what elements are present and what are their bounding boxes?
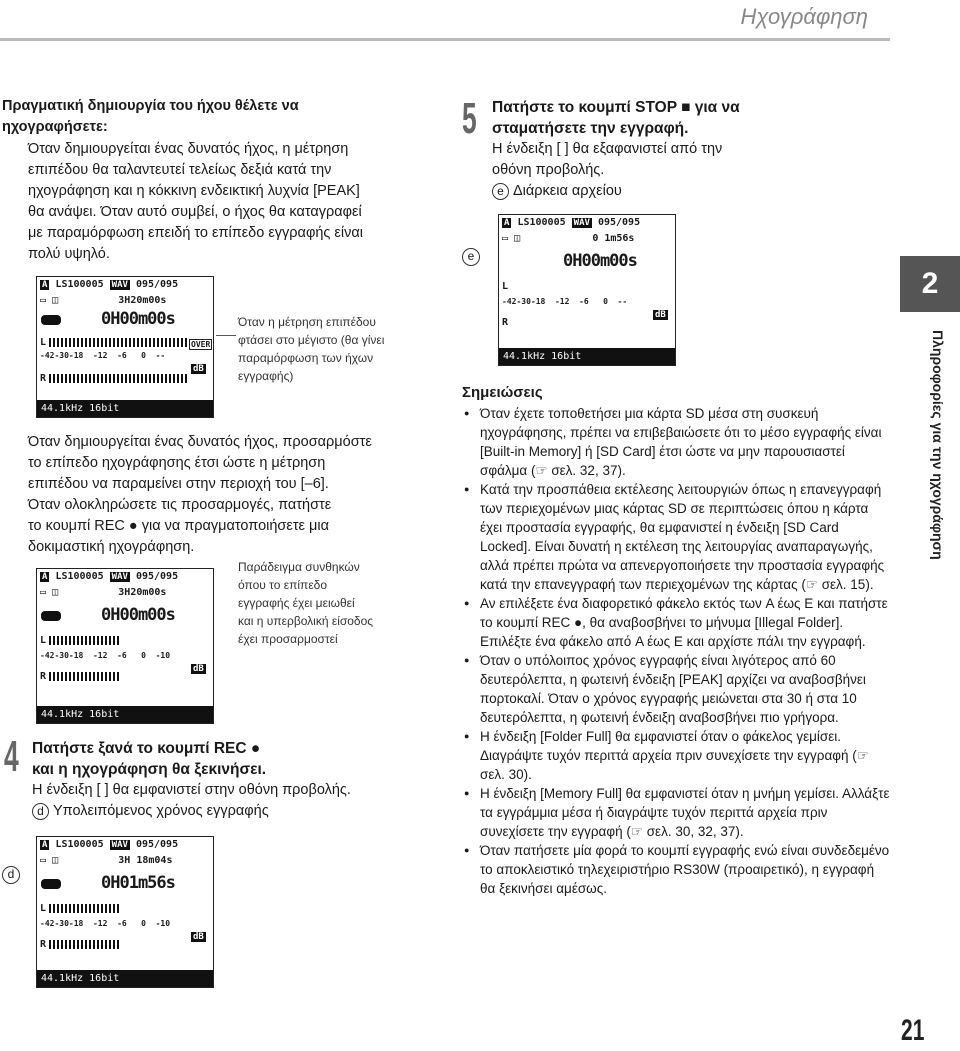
- folder-icon: A: [504, 218, 510, 228]
- step-number: 5: [462, 94, 477, 143]
- intro-line: ηχογράφηση και η κόκκινη ενδεικτική λυχνία [PEAK]: [28, 183, 360, 199]
- list-item: ● Η ένδειξη [Memory Full] θα εμφανιστεί όταν η μνήμη γεμίσει. Αλλάξτε τα εγγράμμια μέσα ή διαγράψτε τυχόν περιττά αρχεία πριν συνεχίσετε την εγγραφή (☞ σελ. 30, 32, 37).: [462, 784, 892, 841]
- record-indicator-icon: [41, 879, 61, 889]
- caption-adjusted: Παράδειγμα συνθηκών όπου το επίπεδο εγγραφής έχει μειωθεί και η υπερβολική είσοδος έχει προσαρμοστεί: [238, 560, 374, 646]
- lcd-screen-recording: A LS100005 WAV 095/095 ▭ ◫ 3H 18m04s 0H01m56s L -42-30-18 -12 -6 0 -10 dB R 44.1kHz 16bit: [36, 836, 214, 988]
- step5-line1: Η ένδειξη [ ] θα εξαφανιστεί από την: [492, 141, 723, 157]
- level-bar-left: [49, 338, 187, 347]
- record-indicator-icon: [41, 315, 61, 325]
- intro-text: [28, 139, 428, 265]
- list-item: ● Όταν έχετε τοποθετήσει μια κάρτα SD μέσα στη συσκευή ηχογράφησης, πρέπει να επιβεβαιώσετε ότι το μέσο εγγραφής είναι [Built-in Memory] ή [SD Card] έτσι ώστε να μην παρουσιαστεί σφάλμα (☞ σελ. 32, 37).: [462, 404, 892, 480]
- folder-icon: A: [42, 572, 48, 582]
- step5-marker-line: e Διάρκεια αρχείου: [492, 181, 892, 202]
- lcd-L: L: [40, 337, 47, 348]
- chapter-label: Πληροφορίες για την ηχογράφηση: [930, 330, 946, 560]
- lcd-elapsed-time: 0H00m00s: [101, 605, 175, 625]
- step-number: 4: [4, 732, 19, 781]
- lcd-R: R: [40, 373, 47, 384]
- level-bar-left: [49, 636, 121, 645]
- lcd-screen-stopped: A LS100005 WAV 095/095 ▭ ◫ 0 1m56s 0H00m00s L -42-30-18 -12 -6 0 -- dB R 44.1kHz 16bit: [498, 214, 676, 366]
- level-bar-right: [49, 940, 119, 949]
- intro-line: Όταν δημιουργείται ένας δυνατός ήχος, η μέτρηση: [28, 141, 349, 157]
- level-bar-right: [49, 374, 187, 383]
- level-bar-left: [49, 904, 119, 913]
- list-item: ● Αν επιλέξετε ένα διαφορετικό φάκελο εκτός των A έως E και πατήστε το κουμπί REC ●, θα αναβοσβήνει το μήνυμα [Illegal Folder]. Επιλέξτε ένα φάκελο από A έως E και αρχίστε πάλι την εγγραφή.: [462, 594, 892, 651]
- db-tag: dB: [193, 364, 204, 374]
- lcd-screen-peak: [36, 276, 214, 418]
- folder-icon: A: [42, 840, 48, 850]
- battery-icon: ▭ ◫: [40, 587, 59, 598]
- chapter-tab: 2: [900, 256, 960, 312]
- lcd-screen-adjusted: A LS100005 WAV 095/095 ▭ ◫ 3H20m00s 0H00m00s L -42-30-18 -12 -6 0 -10 dB R 44.1kHz 16bit: [36, 568, 214, 724]
- marker-d: d: [2, 866, 20, 884]
- lcd-elapsed-time: 0H00m00s: [101, 309, 175, 329]
- lcd-elapsed-time: 0H00m00s: [563, 251, 637, 271]
- step4-marker-line: d Υπολειπόμενος χρόνος εγγραφής: [32, 801, 452, 822]
- list-item: ● Κατά την προσπάθεια εκτέλεσης λειτουργιών όπως η επανεγγραφή των περιεχομένων μιας κάρτας SD σε περιπτώσεις όπου η κάρτα έχει προστασία εγγραφής, θα εμφανιστεί η ένδειξη [SD Card Locked]. Είναι δυνατή η εκτέλεση της λειτουργίας αναπαραγωγής, αλλά πρέπει πρώτα να απενεργοποιήσετε την προστασία εγγραφής κατά την επανεγγραφή των περιεχομένων της κάρτας (☞ σελ. 15).: [462, 480, 892, 594]
- notes-list: [462, 404, 892, 898]
- list-item: ● Όταν ο υπόλοιπος χρόνος εγγραφής είναι λιγότερος από 60 δευτερόλεπτα, η φωτεινή ένδειξη [PEAK] αρχίζει να αναβοσβήνει πορτοκαλί. Όταν ο χρόνος εγγραφής μειώνεται στα 30 ή στα 10 δευτερόλεπτα, η φωτεινή ένδειξη αναβοσβήνει πιο γρήγορα.: [462, 651, 892, 727]
- step4-line: Η ένδειξη [ ] θα εμφανιστεί στην οθόνη προβολής.: [32, 782, 351, 798]
- list-item: ● Όταν πατήσετε μία φορά το κουμπί εγγραφής ενώ είναι συνδεδεμένο το αποκλειστικό τηλεχειριστήριο RS30W (προαιρετικό), η εγγραφή θα ξεκινήσει αμέσως.: [462, 841, 892, 898]
- step4-title: Πατήστε ξανά το κουμπί REC ● και η ηχογράφηση θα ξεκινήσει.: [32, 740, 267, 778]
- step5-title: Πατήστε το κουμπί STOP ■ για να σταματήσετε την εγγραφή.: [492, 99, 740, 137]
- caption-pointer: [216, 335, 236, 336]
- notes-title: Σημειώσεις: [462, 384, 543, 401]
- caption-peak: Όταν η μέτρηση επιπέδου φτάσει στο μέγιστο (θα γίνει παραμόρφωση των ήχων εγγραφής): [238, 315, 385, 383]
- mid-text: Όταν δημιουργείται ένας δυνατός ήχος, προσαρμόστε το επίπεδο ηχογράφησης έτσι ώστε η μέτρηση επιπέδου να παραμείνει στην περιοχή του [–6]. Όταν ολοκληρώσετε τις προσαρμογές, πατήστε το κουμπί REC ● για να πραγματοποιήσετε μια δοκιμαστική ηχογράφηση.: [28, 434, 372, 555]
- lcd-remain-row: ▭ ◫ 3H20m00s: [40, 295, 167, 306]
- level-scale: -42-30-18 -12 -6 0 -10: [40, 919, 171, 928]
- lcd-elapsed-time: 0H01m56s: [101, 873, 175, 893]
- intro-line: θα ανάψει. Όταν αυτό συμβεί, ο ήχος θα καταγραφεί: [28, 204, 362, 220]
- record-indicator-icon: [41, 611, 61, 621]
- level-bar-right: [49, 672, 121, 681]
- lcd-top-row: A LS100005 WAV 095/095: [42, 279, 179, 290]
- marker-e: e: [462, 248, 480, 266]
- list-item: ● Η ένδειξη [Folder Full] θα εμφανιστεί όταν ο φάκελος γεμίσει. Διαγράψτε τυχόν περιττά αρχεία πριν συνεχίσετε την εγγραφή (☞ σελ. 30).: [462, 727, 892, 784]
- battery-icon: ▭ ◫: [40, 855, 59, 866]
- page-header-title: Ηχογράφηση: [740, 4, 868, 29]
- battery-icon: ▭ ◫: [40, 295, 59, 306]
- level-scale: -42-30-18 -12 -6 0 --: [502, 297, 628, 306]
- over-indicator: OVER: [191, 340, 211, 349]
- intro-line: επιπέδου θα ταλαντευτεί τελείως δεξιά κατά την: [28, 162, 332, 178]
- intro-line: πολύ υψηλό.: [28, 246, 110, 262]
- lcd-footer: 44.1kHz 16bit: [37, 970, 213, 987]
- lcd-footer: 44.1kHz 16bit: [499, 348, 675, 365]
- level-scale: -42-30-18 -12 -6 0 -10: [40, 651, 171, 660]
- intro-heading: Πραγματική δημιουργία του ήχου θέλετε να ηχογραφήσετε:: [2, 98, 299, 135]
- step5-line2: οθόνη προβολής.: [492, 162, 605, 178]
- level-scale: -42-30-18 -12 -6 0 --: [40, 351, 166, 360]
- battery-icon: ▭ ◫: [502, 233, 521, 244]
- header-rule: [0, 38, 890, 41]
- lcd-footer: 44.1kHz 16bit: [37, 400, 213, 417]
- page-number: 21: [900, 1014, 924, 1047]
- lcd-footer: 44.1kHz 16bit: [37, 706, 213, 723]
- folder-icon: A: [42, 280, 48, 290]
- intro-line: με παραμόρφωση επειδή το επίπεδο εγγραφής είναι: [28, 225, 363, 241]
